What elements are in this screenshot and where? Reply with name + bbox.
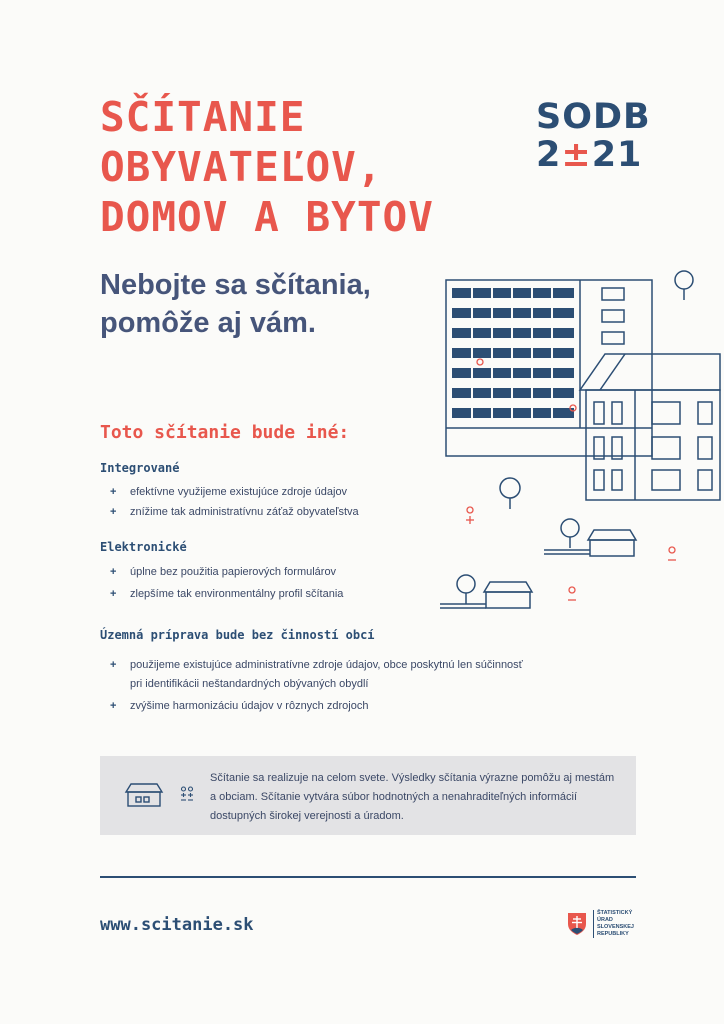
logo-people-glyph: ± (561, 135, 592, 175)
subtitle (100, 266, 371, 342)
people-icon (180, 786, 194, 804)
title-line-3: DOMOV A BYTOV (100, 193, 434, 241)
list-item: + úplne bez použitia papierových formulárov (110, 563, 550, 582)
list-item: + znížime tak administratívnu záťaž obyvateľstva (110, 503, 550, 522)
divider (100, 876, 636, 878)
list-item: + použijeme existujúce administratívne zdroje údajov, obce poskytnú len súčinnosť pri identifikácii neštandardných obývaných obydlí (110, 656, 530, 694)
subtitle-line-2: pomôže aj vám. (100, 307, 316, 339)
group-title-integrated: Integrované (100, 461, 180, 475)
title-line-1: SČÍTANIE (100, 93, 306, 141)
publisher-name: ŠTATISTICKÝ ÚRAD SLOVENSKEJ REPUBLIKY (593, 910, 667, 938)
plus-icon: + (110, 659, 117, 671)
subtitle-line-1: Nebojte sa sčítania, (100, 269, 371, 301)
info-box (100, 756, 636, 835)
website-link[interactable]: www.scitanie.sk (100, 915, 254, 935)
house-icon (124, 782, 164, 808)
logo-bottom: 2±21 (536, 135, 643, 175)
plus-icon: + (110, 566, 117, 578)
sodb-2021-logo (536, 98, 651, 174)
plus-icon: + (110, 700, 117, 712)
group-title-territorial: Územná príprava bude bez činností obcí (100, 628, 375, 642)
plus-icon: + (110, 506, 117, 518)
info-text: Sčítanie sa realizuje na celom svete. Výsledky sčítania výrazne pomôžu aj mestám a obciam. Sčítanie vytvára súbor hodnotných a nenahraditeľných informácií dostupných širokej verejnosti a úradom. (210, 772, 615, 822)
slovak-coat-of-arms-icon (567, 912, 587, 936)
plus-icon: + (110, 486, 117, 498)
title-line-2: OBYVATEĽOV, (100, 143, 383, 191)
list-item: + efektívne využijeme existujúce zdroje údajov (110, 483, 550, 502)
group-title-electronic: Elektronické (100, 540, 187, 554)
section-heading: Toto sčítanie bude iné: (100, 422, 350, 443)
main-title (100, 92, 434, 242)
logo-top: SODB (536, 97, 651, 137)
plus-icon: + (110, 588, 117, 600)
list-item: + zvýšime harmonizáciu údajov v rôznych zdrojoch (110, 697, 550, 716)
list-item: + zlepšíme tak environmentálny profil sčítania (110, 585, 550, 604)
